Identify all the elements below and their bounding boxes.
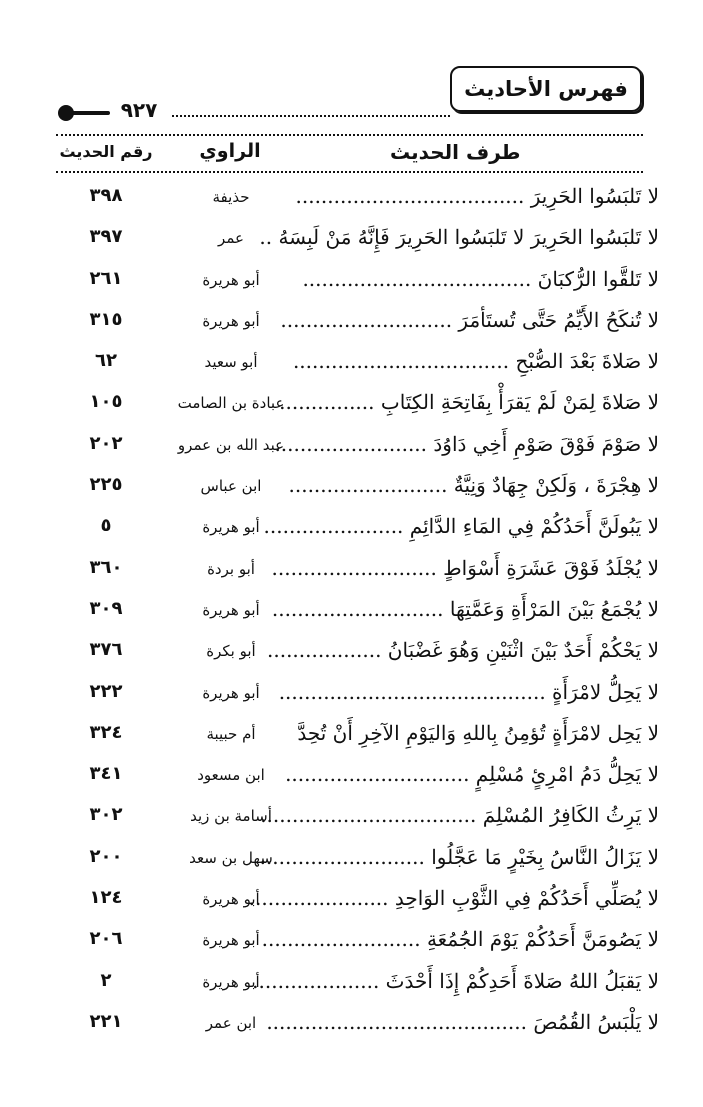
hadith-number: ٢٢٥ — [89, 474, 123, 496]
hadith-number: ٢٢١ — [89, 1010, 123, 1032]
table-row — [0, 1002, 703, 1043]
hadith-number: ٣٤١ — [89, 763, 123, 785]
narrator-name: أبو هريرة — [202, 600, 260, 619]
hadith-number: ٢٢٢ — [89, 680, 123, 702]
table-row — [0, 795, 703, 836]
hadith-index-table — [0, 176, 703, 1043]
table-row — [0, 919, 703, 960]
table-row — [0, 672, 703, 713]
narrator-name: أبو هريرة — [202, 890, 260, 909]
hadith-text: لا يَحِلُّ دَمُ امْرِئٍ مُسْلِمٍ ............................. — [285, 762, 659, 787]
hadith-number: ١٠٥ — [89, 391, 123, 413]
page-title: فهرس الأحاديث — [450, 66, 642, 112]
page-ornament-dot — [58, 105, 74, 121]
table-row — [0, 506, 703, 547]
table-row — [0, 259, 703, 300]
column-header-narrator: الراوي — [199, 140, 261, 162]
hadith-text: لا يُجْلَدُ فَوْقَ عَشَرَةِ أَسْوَاطٍ .......................... — [271, 555, 659, 580]
narrator-name: أبو هريرة — [202, 931, 260, 950]
hadith-text: لا يُصَلِّي أَحَدُكُمْ فِي الثَّوْبِ الوَاحِدِ ...................... — [248, 886, 659, 911]
hadith-text: لا صَوْمَ فَوْقَ صَوْمِ أَخِي دَاوُدَ ........................ — [274, 431, 659, 456]
hadith-text: لا يَحْكُمْ أَحَدٌ بَيْنَ اثْنَيْنِ وَهُوَ غَضْبَانُ .................. — [267, 638, 659, 663]
table-row — [0, 713, 703, 754]
hadith-text: لا يَبُولَنَّ أَحَدُكُمْ فِي المَاءِ الدَّائِمِ ...................... — [263, 514, 659, 539]
table-row — [0, 300, 703, 341]
hadith-number: ٢ — [100, 969, 112, 991]
hadith-text: لا تَلبَسُوا الحَرِيرَ لا تَلبَسُوا الحَرِيرَ فَإِنَّهُ مَنْ لَبِسَهُ .. — [259, 225, 659, 250]
hadith-number: ٣٢٤ — [89, 721, 123, 743]
page-number: ٩٢٧ — [120, 98, 158, 122]
hadith-text: لا تُنكَحُ الأَيِّمُ حَتَّى تُستَأمَرَ ........................... — [280, 307, 659, 332]
narrator-name: أسامة بن زيد — [190, 807, 272, 826]
narrator-name: أبو هريرة — [202, 683, 260, 702]
hadith-text: لا يَحِلُّ لامْرَأَةٍ .......................................... — [278, 679, 659, 704]
table-row — [0, 382, 703, 423]
narrator-name: أبو هريرة — [202, 311, 260, 330]
header-divider-top — [56, 134, 643, 136]
table-row — [0, 424, 703, 465]
hadith-text: لا يَرِثُ الكَافِرُ المُسْلِمَ .................................. — [260, 803, 659, 828]
hadith-number: ٣٠٩ — [89, 597, 123, 619]
hadith-number: ٢٠٢ — [89, 432, 123, 454]
narrator-name: عبادة بن الصامت — [177, 394, 285, 413]
hadith-text: لا هِجْرَةَ ، وَلَكِنْ جِهَادٌ وَنِيَّةٌ ......................... — [288, 473, 659, 498]
narrator-name: ابن عباس — [200, 477, 262, 496]
narrator-name: أبو سعيد — [204, 353, 258, 372]
column-header-number: رقم الحديث — [59, 142, 153, 161]
narrator-name: أبو بكرة — [206, 642, 256, 661]
header-divider-bottom — [56, 171, 643, 173]
table-row — [0, 878, 703, 919]
table-row — [0, 217, 703, 258]
table-row — [0, 961, 703, 1002]
table-row — [0, 630, 703, 671]
table-row — [0, 837, 703, 878]
table-row — [0, 754, 703, 795]
narrator-name: أبو هريرة — [202, 270, 260, 289]
hadith-number: ٣٠٢ — [89, 804, 123, 826]
narrator-name: عمر — [218, 229, 244, 248]
hadith-text: لا يَلْبَسُ القُمُصَ ......................................... — [266, 1009, 659, 1034]
hadith-text: لا صَلاةَ لِمَنْ لَمْ يَقرَأْ بِفَاتِحَةِ الكِتَابِ ............... — [279, 390, 659, 415]
hadith-number: ٣٦٠ — [89, 556, 123, 578]
narrator-name: أبو بردة — [207, 559, 255, 578]
hadith-text: لا يَقبَلُ اللهُ صَلاةَ أَحَدِكُمْ إِذَا أَحْدَثَ .................... — [252, 968, 659, 993]
narrator-name: أبو هريرة — [202, 518, 260, 537]
table-row — [0, 341, 703, 382]
table-row — [0, 548, 703, 589]
narrator-name: أبو هريرة — [202, 972, 260, 991]
hadith-text: لا تَلقَّوا الرُّكبَانَ .................................... — [302, 266, 659, 291]
hadith-number: ٢٠٠ — [89, 845, 123, 867]
hadith-number: ٣٩٨ — [89, 185, 123, 206]
hadith-text: لا تَلبَسُوا الحَرِيرَ .................................... — [295, 184, 659, 208]
hadith-text: لا يَحِل لامْرَأَةٍ تُؤمِنُ بِاللهِ وَاليَوْمِ الآخِرِ أَنْ تُحِدَّ — [297, 720, 659, 745]
column-header-hadith: طرف الحديث — [390, 140, 521, 164]
hadith-number: ٥ — [100, 515, 112, 537]
hadith-text: لا يَزَالُ النَّاسُ بِخَيْرٍ مَا عَجَّلُوا .......................... — [259, 844, 659, 869]
hadith-text: لا يَصُومَنَّ أَحَدُكُمْ يَوْمَ الجُمُعَةِ ......................... — [261, 927, 659, 952]
hadith-number: ٢٠٦ — [89, 928, 123, 950]
narrator-name: عبد الله بن عمرو — [177, 435, 285, 454]
hadith-number: ٣٧٦ — [89, 639, 123, 661]
table-row — [0, 465, 703, 506]
table-row — [0, 176, 703, 217]
narrator-name: حذيفة — [212, 188, 250, 206]
top-divider — [172, 115, 450, 117]
table-row — [0, 589, 703, 630]
hadith-number: ١٢٤ — [89, 887, 123, 909]
narrator-name: ابن مسعود — [197, 766, 265, 785]
narrator-name: ابن عمر — [205, 1013, 257, 1032]
hadith-text: لا يُجْمَعُ بَيْنَ المَرْأَةِ وَعَمَّتِهَا ........................... — [271, 596, 659, 621]
hadith-number: ٦٢ — [95, 350, 117, 372]
page-ornament-bar — [68, 111, 110, 115]
narrator-name: سهل بن سعد — [189, 848, 273, 867]
hadith-text: لا صَلاةَ بَعْدَ الصُّبْحِ .................................. — [292, 349, 659, 374]
hadith-number: ٣١٥ — [89, 308, 123, 330]
hadith-number: ٢٦١ — [89, 267, 123, 289]
hadith-number: ٣٩٧ — [89, 226, 123, 248]
narrator-name: أم حبيبة — [206, 724, 256, 743]
